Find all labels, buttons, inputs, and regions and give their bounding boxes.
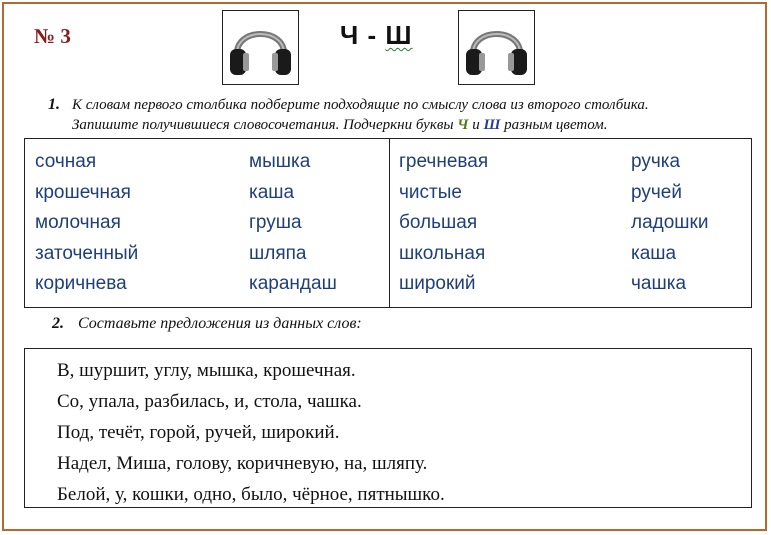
task1-line1: К словам первого столбика подберите подходящие по смыслу слова из второго столбика.	[72, 97, 649, 113]
word-item: ладошки	[631, 212, 709, 233]
word-item: чистые	[399, 181, 462, 203]
word-item: карандаш	[249, 273, 337, 294]
word-item: каша	[249, 181, 295, 203]
sentence-item: Со, упала, разбилась, и, стола, чашка.	[57, 391, 362, 412]
word-item: ручей	[631, 181, 682, 203]
task1-instruction	[48, 95, 649, 135]
headphones-image-right	[458, 10, 535, 85]
sentence-item: Под, течёт, горой, ручей, широкий.	[57, 422, 340, 443]
word-item: сочная	[35, 151, 97, 172]
page-title: Ч - Ш	[340, 20, 413, 50]
word-item: гречневая	[399, 151, 489, 172]
task1-number: 1.	[48, 96, 60, 113]
word-item: каша	[631, 242, 677, 264]
letter-sh: Ш	[483, 117, 501, 133]
word-item: мышка	[249, 151, 311, 172]
word-item: школьная	[399, 242, 486, 264]
word-item: крошечная	[35, 181, 131, 203]
sentence-item: В, шуршит, углу, мышка, крошечная.	[57, 360, 356, 381]
task1-line2: Запишите получившиеся словосочетания. Подчеркни буквы Ч и Ш разным цветом.	[72, 117, 608, 133]
headphones-icon	[223, 11, 298, 84]
table-divider	[389, 139, 390, 307]
word-column-1	[35, 147, 138, 300]
word-item: большая	[399, 212, 478, 233]
sentence-item: Белой, у, кошки, одно, было, чёрное, пятнышко.	[57, 484, 445, 505]
sentences-box	[24, 348, 752, 508]
word-item: ручка	[631, 151, 681, 172]
word-item: коричнева	[35, 273, 127, 294]
task2-instruction	[52, 315, 362, 333]
word-item: груша	[249, 212, 302, 233]
word-item: заточенный	[35, 242, 139, 264]
word-column-2	[249, 147, 337, 300]
task-number: № 3	[34, 24, 71, 48]
word-columns-table	[24, 138, 752, 308]
headphones-icon	[459, 11, 534, 84]
word-column-3	[399, 147, 488, 300]
sentence-item: Надел, Миша, голову, коричневую, на, шляпу.	[57, 453, 428, 474]
word-column-4	[631, 147, 708, 300]
task2-text: Составьте предложения из данных слов:	[78, 315, 362, 332]
letter-ch: Ч	[457, 117, 469, 133]
word-item: чашка	[631, 273, 687, 294]
word-item: широкий	[399, 273, 476, 294]
word-item: молочная	[35, 212, 121, 233]
word-item: шляпа	[249, 242, 307, 264]
task2-number: 2.	[52, 315, 64, 332]
headphones-image-left	[222, 10, 299, 85]
